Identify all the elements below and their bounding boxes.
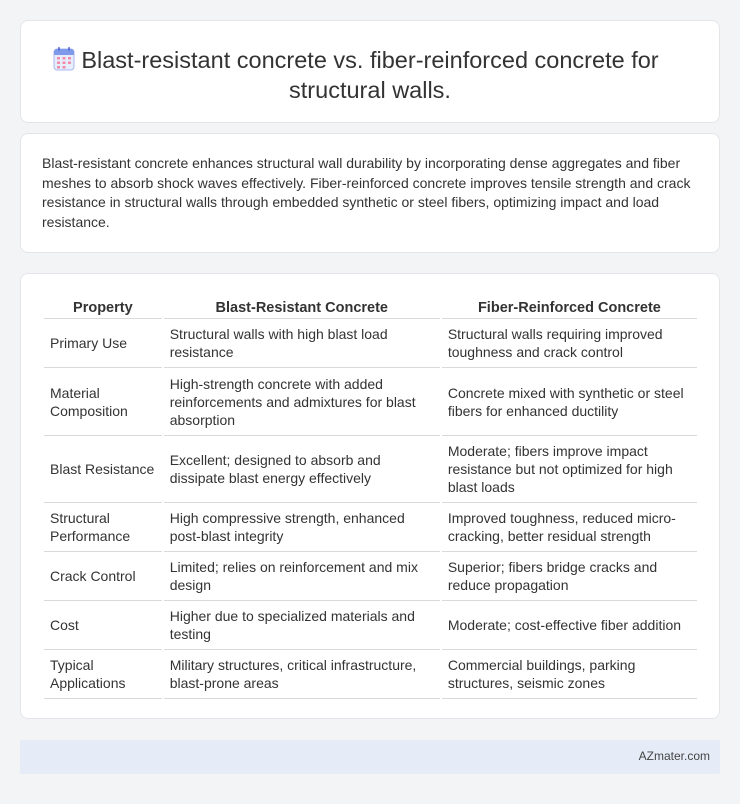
table-row [44,552,697,601]
footer-brand: AZmater.com [638,749,710,763]
row-property: Typical Applications [44,650,162,699]
row-property: Cost [44,601,162,650]
row-blast-value: High compressive strength, enhanced post-blast integrity [164,503,440,552]
page-title [21,45,719,105]
page-title-line-1: Blast-resistant concrete vs. fiber-reinforced concrete for [81,47,659,73]
row-blast-value: Structural walls with high blast load resistance [164,319,440,368]
row-property: Primary Use [44,319,162,368]
table-row [44,436,697,503]
row-property: Crack Control [44,552,162,601]
intro-paragraph: Blast-resistant concrete enhances structural wall durability by incorporating dense aggregates and fiber meshes to absorb shock waves effectively. Fiber-reinforced concrete improves tensile strength and crack resistance in structural walls through embedded synthetic or steel fibers, optimizing impact and load resistance. [42,155,691,230]
row-fiber-value: Moderate; fibers improve impact resistance but not optimized for high blast loads [442,436,697,503]
table-row [44,601,697,650]
row-blast-value: Limited; relies on reinforcement and mix design [164,552,440,601]
table-row [44,368,697,436]
header-property: Property [44,295,162,319]
row-blast-value: Higher due to specialized materials and testing [164,601,440,650]
intro-card [20,133,720,253]
row-fiber-value: Superior; fibers bridge cracks and reduce propagation [442,552,697,601]
row-fiber-value: Structural walls requiring improved toughness and crack control [442,319,697,368]
row-property: Material Composition [44,368,162,436]
comparison-table [42,295,699,699]
table-row [44,650,697,699]
row-property: Blast Resistance [44,436,162,503]
row-blast-value: High-strength concrete with added reinforcements and admixtures for blast absorption [164,368,440,436]
row-blast-value: Military structures, critical infrastructure, blast-prone areas [164,650,440,699]
row-fiber-value: Improved toughness, reduced micro-cracking, better residual strength [442,503,697,552]
row-property: Structural Performance [44,503,162,552]
title-card [20,20,720,123]
page-title-line-2: structural walls. [289,77,451,103]
row-fiber-value: Concrete mixed with synthetic or steel fibers for enhanced ductility [442,368,697,436]
row-fiber-value: Commercial buildings, parking structures, seismic zones [442,650,697,699]
table-header-row [44,295,697,319]
row-blast-value: Excellent; designed to absorb and dissipate blast energy effectively [164,436,440,503]
table-row [44,503,697,552]
footer-bar [20,740,720,774]
header-fiber-reinforced: Fiber-Reinforced Concrete [442,295,697,319]
header-blast-resistant: Blast-Resistant Concrete [164,295,440,319]
table-row [44,319,697,368]
comparison-table-card [20,273,720,719]
row-fiber-value: Moderate; cost-effective fiber addition [442,601,697,650]
